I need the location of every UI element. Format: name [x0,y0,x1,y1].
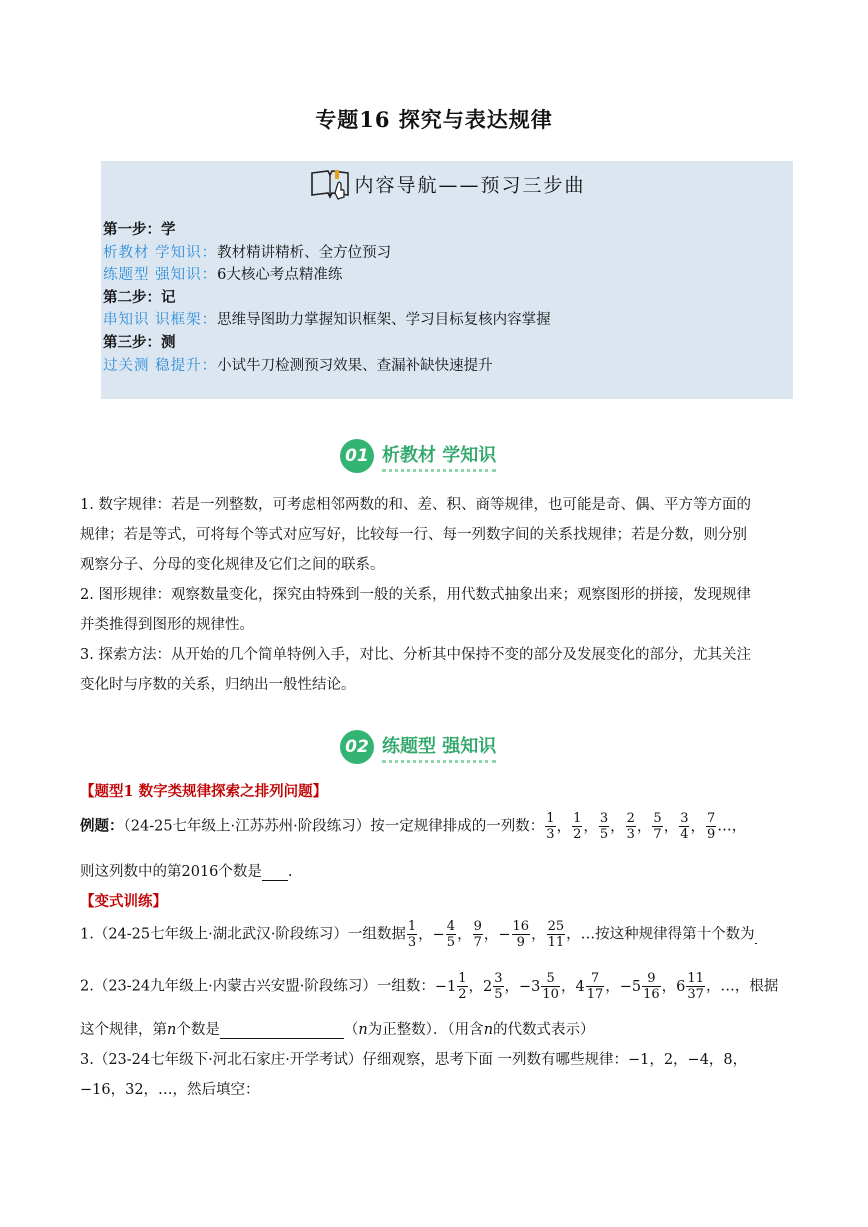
text: ， [663,818,679,835]
text: ， [690,818,705,835]
text: ， [483,926,499,943]
text: ， [605,978,620,995]
nav-item-value: 思维导图助力掌握知识框架、学习目标复核内容掌握 [217,312,551,329]
variant-title: 【变式训练】 [80,893,167,910]
nav-step-1: 第一步：学 [103,221,176,238]
text: −3 [519,978,541,995]
fraction: $\frac{5}{7}$ [653,811,662,842]
text: ， [583,818,598,835]
nav-item-value: 6大核心考点精准练 [217,267,343,284]
book-pointer-icon [308,167,352,201]
text: 2 [483,978,493,995]
navigation-box [101,161,793,399]
text: −1 [434,978,457,995]
q2-text: 2.（23-24九年级上·内蒙古兴安盟·阶段练习）一组数： [80,978,435,995]
nav-header [101,167,793,201]
section-label: 析教材 学知识 [382,441,496,472]
question-3-line-1: 3.（23-24七年级下·河北石家庄·开学考试）仔细观察，思考下面 一列数有哪些规律：−1，2，−4，8， [80,1052,748,1068]
nav-item-key: 析教材 学知识： [103,244,218,261]
example-question: 则这列数中的第2016个数是 [80,864,262,880]
q2-tail: ，…，根据 [705,978,779,995]
type-1-title: 【题型1 数字类规律探索之排列问题】 [80,783,328,800]
var-n: n [483,1022,494,1038]
answer-blank [220,1022,344,1039]
text: 个数是 [176,1022,220,1038]
fraction: $\frac{7}{17}$ [586,971,604,1002]
fraction: $\frac{9}{7}$ [473,919,482,950]
knowledge-line: 规律；若是等式，可将每个等式对应写好，比较每一行、每一列数字间的关系找规律；若是分数，则分别 [80,527,747,543]
knowledge-line: 1. 数字规律：若是一列整数，可考虑相邻两数的和、差、积、商等规律，也可能是奇、偶、平方等方面的 [80,497,751,513]
nav-item-value: 教材精讲精析、全方位预习 [217,244,392,261]
knowledge-line: 3. 探索方法：从开始的几个简单特例入手，对比、分析其中保持不变的部分及发展变化的部分，尤其关注 [80,647,751,663]
nav-step-2: 第二步：记 [103,288,176,306]
nav-item-key: 过关测 稳提升： [103,357,218,374]
section-badge-02 [340,729,496,765]
nav-item-value: 小试牛刀检测预习效果、查漏补缺快速提升 [217,357,493,374]
knowledge-line: 观察分子、分母的变化规律及它们之间的联系。 [80,557,385,573]
knowledge-section [80,490,792,700]
example-line-1 [80,812,746,841]
text: 这个规律，第 [80,1022,167,1038]
nav-item-key: 练题型 强知识： [103,267,218,284]
knowledge-line: 2. 图形规律：观察数量变化，探究由特殊到一般的关系，用代数式抽象出来；观察图形的拼接，发现规律 [80,587,751,603]
fraction: $\frac{1}{2}$ [458,971,467,1002]
fraction: $\frac{4}{5}$ [446,919,456,950]
text: ， [418,926,433,943]
text: 为正整数）．（用含 [367,1022,484,1038]
text: − [498,926,511,943]
period: . [287,864,293,880]
fraction: $\frac{16}{9}$ [512,919,530,950]
text: ， [504,978,520,995]
fraction: $\frac{25}{11}$ [547,919,565,950]
nav-title: 内容导航——预习三步曲 [354,174,586,197]
fraction: $\frac{3}{4}$ [680,811,689,842]
question-3-line-2: −16，32，…，然后填空： [80,1082,260,1098]
answer-blank [755,927,757,944]
text: −5 [619,978,642,995]
nav-step-3: 第三步：测 [103,333,176,351]
section-number: 01 [340,439,374,473]
fraction: $\frac{3}{5}$ [494,971,503,1002]
text: ， [531,926,546,943]
nav-item [103,355,551,378]
text: ， [560,978,576,995]
page-title: 专题16 探究与表达规律 [315,107,553,132]
text: − [432,926,445,943]
fraction: $\frac{11}{37}$ [687,971,704,1002]
knowledge-line: 并类推得到图形的规律性。 [80,617,254,633]
var-n: n [358,1022,368,1038]
fraction: $\frac{1}{3}$ [546,811,555,842]
text: ， [468,978,484,995]
text: ， [556,818,572,835]
example-line-2 [80,860,293,881]
example-label: 例题： [80,817,124,835]
nav-item-key: 串知识 识框架： [103,312,218,329]
text: 的代数式表示） [493,1022,595,1038]
nav-item [103,242,551,265]
example-text: （24-25七年级上·江苏苏州·阶段练习）按一定规律排成的一列数： [123,818,545,835]
ellipsis: …， [717,818,747,835]
question-2 [80,972,778,1001]
nav-item [103,264,551,287]
q2-terms [434,971,706,1002]
text: 4 [575,978,585,995]
text: ， [636,818,652,835]
fraction: $\frac{1}{3}$ [407,919,417,950]
text: ， [457,926,472,943]
fraction: $\frac{3}{5}$ [599,811,609,842]
q1-tail: ，…按这种规律得第十个数为 [566,926,755,943]
fraction: $\frac{2}{3}$ [626,811,635,842]
question-1 [80,920,757,949]
var-n: n [167,1022,177,1038]
answer-blank [262,864,288,881]
text: ， [661,978,677,995]
fraction: $\frac{5}{10}$ [542,971,559,1002]
text: ， [610,818,625,835]
fraction: $\frac{1}{2}$ [573,811,582,842]
q1-text: 1.（24-25七年级上·湖北武汉·阶段练习）一组数据 [80,926,406,943]
section-label: 练题型 强知识 [382,732,496,763]
question-2-line-2 [80,1018,595,1039]
fraction: $\frac{9}{16}$ [643,971,660,1002]
text: 6 [676,978,686,995]
nav-item [103,309,551,332]
knowledge-line: 变化时与序数的关系，归纳出一般性结论。 [80,677,356,693]
q1-terms [406,919,566,950]
text: （ [343,1022,359,1038]
example-fractions [544,811,717,842]
section-number: 02 [340,730,374,764]
section-badge-01 [340,438,496,474]
fraction: $\frac{7}{9}$ [706,811,716,842]
